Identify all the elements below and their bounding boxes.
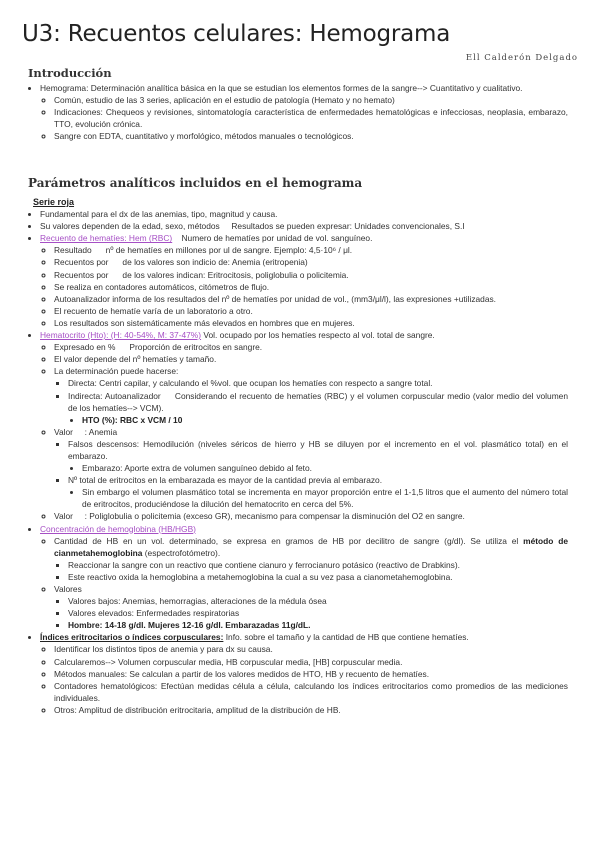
list-item: ◦ Resultado nº de hematíes en millones por ul de sangre. Ejemplo: 4,5·10⁶ / μl. [54,244,568,256]
subheading-serie-roja: Serie roja [33,197,75,207]
list-item: ◦ Común, estudio de las 3 series, aplicación en el estudio de patología (Hemato y no hemato) [54,94,568,106]
rbc-link[interactable]: Recuento de hematíes: Hem (RBC) [40,233,173,244]
list-item: ◦ Métodos manuales: Se calculan a partir de los valores medidos de HTO, HB y recuento de hematíes. [54,668,568,680]
section-heading-introduccion: Introducción [28,66,112,80]
list-item: ◦ Los resultados son sistemáticamente más elevados en hombres que en mujeres. [54,317,568,329]
list-item: ◦ Contadores hematológicos: Efectúan medidas célula a célula, calculando los índices eritrocitarios como promedios de las mediciones individuales. [54,680,568,704]
indices-desc: Info. sobre el tamaño y la cantidad de HB que contiene hematíes. [223,632,469,643]
list-item-text: Nº total de eritrocitos en la embarazada es mayor de la cantidad previa al embarazo. [68,475,383,486]
reference-values: Hombre: 14-18 g/dl. Mujeres 12-16 g/dl. Embarazadas 11g/dL. [68,620,311,631]
list-item [40,329,571,523]
list-item: ▪ Reaccionar la sangre con un reactivo que contiene cianuro y ferrocianuro potásico (reactivo de Drabkins). [68,559,568,571]
list-item: • Sin embargo el volumen plasmático total se incrementa en mayor proporción entre el 1-1,5 litros que el aumento del número total de eritrocitos, produciéndose la dilución del hematocrito en cerca del 5%. [82,486,568,510]
list-item-text: (espectrofotómetro). [142,547,221,558]
list-item: ◦ Indicaciones: Chequeos y revisiones, sintomatología característica de enfermedades hematológicas e infecciosas, neoplasia, embarazo, TTO, evolución crónica. [54,106,568,130]
list-item [40,523,568,632]
list-item: ◦ Se realiza en contadores automáticos, citómetros de flujo. [54,281,568,293]
list-item [68,390,571,426]
section-heading-parametros: Parámetros analíticos incluidos en el hemograma [28,176,363,190]
list-item: ◦ Recuentos por de los valores son indicio de: Anemia (eritropenia) [54,256,568,268]
list-item: ◦ Autoanalizador informa de los resultados del nº de hematíes por unidad de vol., (mm3/μl/l), las expresiones +utilizadas. [54,293,568,305]
rbc-desc: Numero de hematíes por unidad de vol. sanguíneo. [172,233,373,244]
list-item-text: Valor : Anemia [54,426,118,437]
list-item [40,631,568,716]
hto-link[interactable]: Hematocrito (Hto): (H: 40-54%, M: 37-47%) [40,330,202,341]
list-item-text: Valores [54,584,82,594]
hto-formula: HTO (%): RBC x VCM / 10 [82,414,183,425]
list-item: ◦ Otros: Amplitud de distribución eritrocitaria, amplitud de la distribución de HB. [54,704,568,716]
page-title: U3: Recuentos celulares: Hemograma [22,21,451,47]
list-item [40,82,568,130]
indices-title: Índices eritrocitarios o índices corpusculares: [40,632,224,643]
list-item [68,438,568,474]
list-item: ◦ El recuento de hematíe varía de un laboratorio a otro. [54,305,568,317]
list-item: ▪ Este reactivo oxida la hemoglobina a metahemoglobina la cual a su vez pasa a cianometahemoglobina. [68,571,568,583]
list-item [82,414,568,426]
list-item [68,474,568,510]
list-item: ▪ Directa: Centri capilar, y calculando el %vol. que ocupan los hematíes con respecto a sangre total. [68,377,568,389]
list-item-text: Hemograma: Determinación analítica básica en la que se estudian los elementos formes de la sangre--> Cuantitativo y cualitativo. [40,83,523,93]
list-item-text: Indirecta: Autoanalizador Considerando el recuento de hematíes (RBC) y el volumen corpuscular medio (valor medio del volumen de los hematíes--> VCM). [68,390,571,413]
list-item: ◦ Recuentos por de los valores indican: Eritrocitosis, poliglobulia o policitemia. [54,269,568,281]
list-item [54,426,568,511]
author-name: Ell Calderón Delgado [465,53,578,63]
list-item [54,365,571,425]
method-name: método de cianmetahemoglobina [54,535,569,558]
list-item [68,619,568,631]
hto-desc: Vol. ocupado por los hematíes respecto al vol. total de sangre. [201,330,435,341]
list-item-text: Cantidad de HB en un vol. determinado, se expresa en gramos de HB por decilitro de sangre (g/dl). Se utiliza el [54,535,524,546]
params-section [20,196,571,716]
list-item: ▪ Valores elevados: Enfermedades respiratorias [68,607,568,619]
list-item: ◦ Valor : Poliglobulia o policitemia (exceso GR), mecanismo para compensar la disminución del O2 en sangre. [54,510,568,522]
list-item: ◦ Identificar los distintos tipos de anemia y para dx su causa. [54,643,568,655]
hb-link[interactable]: Concentración de hemoglobina (HB/HGB) [40,523,196,534]
list-item: • Su valores dependen de la edad, sexo, métodos Resultados se pueden expresar: Unidades convencionales, S.I [40,220,568,232]
list-item: ◦ Expresado en % Proporción de eritrocitos en sangre. [54,341,568,353]
list-item [54,583,568,631]
list-item: ◦ Calcularemos--> Volumen corpuscular media, HB corpuscular media, [HB] corpuscular media. [54,656,568,668]
list-item [40,232,568,329]
list-item: ◦ Sangre con EDTA, cuantitativo y morfológico, métodos manuales o tecnológicos. [54,130,568,142]
list-item-text: La determinación puede hacerse: [54,366,179,377]
list-item: • Fundamental para el dx de las anemias, tipo, magnitud y causa. [40,208,568,220]
list-item-text: Falsos descensos: Hemodilución (niveles séricos de hierro y HB se diluyen por el incremento en el vol. plasmático total) en el embarazo. [68,438,568,461]
list-item: ▪ Valores bajos: Anemias, hemorragias, alteraciones de la médula ósea [68,595,568,607]
list-item: • Embarazo: Aporte extra de volumen sanguíneo debido al feto. [82,462,568,474]
intro-section [20,82,568,142]
list-item: ◦ El valor depende del nº hematíes y tamaño. [54,353,568,365]
list-item [54,535,568,583]
